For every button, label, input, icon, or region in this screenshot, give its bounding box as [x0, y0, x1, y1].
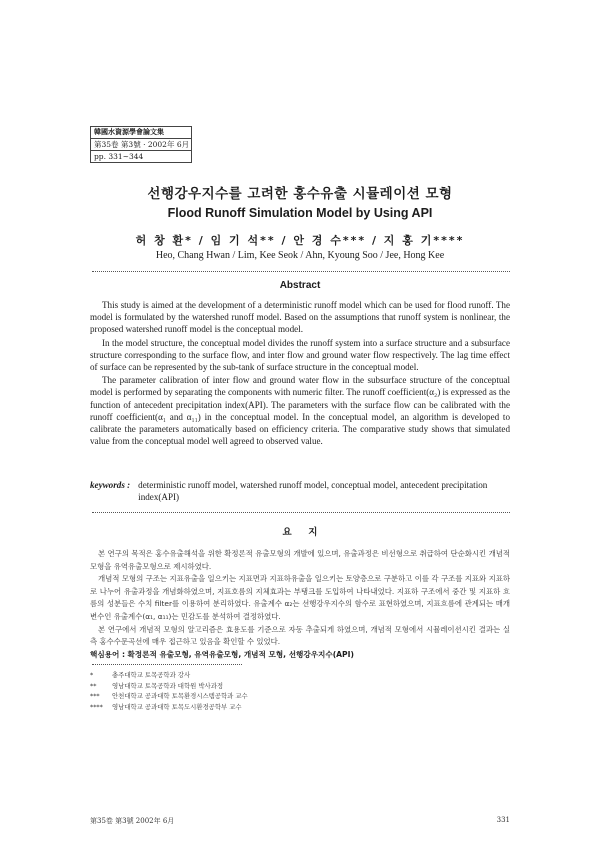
footnote — [90, 702, 390, 713]
summary-paragraph: 본 연구의 목적은 홍수유출해석을 위한 확정론적 유출모형의 개발에 있으며, 유출과정은 비선형으로 취급하여 단순화시킨 개념적 모형을 유역유출모형으로 제시하였다. — [90, 549, 510, 571]
footnote-mark: ** — [90, 681, 97, 690]
authors-korean: 허 창 환* / 임 기 석** / 안 경 수*** / 지 홍 기**** — [135, 234, 465, 247]
summary-heading: 요 지 — [282, 527, 318, 538]
page-number: 331 — [496, 816, 510, 824]
divider-middle — [92, 512, 510, 513]
keywords-korean-label: 핵심용어 : — [90, 650, 126, 659]
summary-paragraph: 본 연구에서 개념적 모형의 알고리즘은 효용도를 기준으로 자동 추출되게 하였으며, 개념적 모형에서 시뮬레이션시킨 결과는 실측 홍수수문곡선에 매우 접근하고 있음을 확인할 수 있었다. — [90, 624, 510, 647]
footnote-text: 영남대학교 토목공학과 대학원 박사과정 — [112, 681, 224, 690]
abstract-paragraph: The parameter calibration of inter flow and ground water flow in the subsurface structure of the conceptual model is performed by separating the components with numeric filter. The runoff coefficient(α₂) is expressed as the function of antecedent precipitation index(API). The parameters with the surface flow can be calibrated with the runoff coefficient(α₁ and α₁₁) in the conceptual model. In the conceptual model, an algorithm is developed to calibrate the parameters automatically based on efficiency criteria. The comparative study shows that simulated value from the conceptual model well agreed to observed value. — [90, 375, 510, 447]
abstract-paragraph: This study is aimed at the development of a deterministic runoff model which can be used for flood runoff. The model is formulated by the watershed runoff model. Based on the assumptions that runoff system is nonlinear, the proposed watershed runoff model is the conceptual model. — [90, 300, 510, 335]
keywords-english — [90, 479, 510, 503]
footnote-mark: *** — [90, 692, 100, 701]
footnotes — [90, 670, 390, 712]
journal-info-box — [90, 126, 192, 163]
title-english: Flood Runoff Simulation Model by Using API — [167, 206, 433, 220]
abstract-heading: Abstract — [279, 280, 321, 291]
footnote-mark: * — [90, 671, 94, 679]
keywords-korean-text: 확정론적 유출모형, 유역유출모형, 개념적 모형, 선행강우지수(API) — [127, 650, 354, 659]
footnote-text: 안천대학교 공과대학 토목환경시스템공학과 교수 — [112, 692, 248, 701]
page-footer — [90, 816, 510, 826]
footnote-divider — [92, 664, 242, 665]
abstract-paragraph: In the model structure, the conceptual model divides the runoff system into a surface structure and a subsurface structure corresponding to the surface flow, and inter flow and ground water flow respectively. The lag time effect of surface can be represented by the sub-tank of surface structure in the conceptual model. — [90, 337, 510, 373]
footnote-text: 영남대학교 공과대학 토목도시환경공학부 교수 — [112, 702, 242, 711]
journal-name: 韓國水資源學會論文集 — [91, 127, 191, 139]
title-korean: 선행강우지수를 고려한 홍수유출 시뮬레이션 모형 — [147, 186, 453, 202]
keywords-text: deterministic runoff model, watershed runoff model, conceptual model, antecedent precipitation index(API) — [138, 480, 488, 502]
divider-top — [92, 271, 510, 272]
summary-body — [90, 548, 510, 649]
footer-journal-issue: 第35卷 第3號 2002年 6月 — [90, 817, 175, 825]
keywords-korean — [90, 649, 510, 660]
authors-english: Heo, Chang Hwan / Lim, Kee Seok / Ahn, Kyoung Soo / Jee, Hong Kee — [155, 250, 445, 261]
footnote — [90, 691, 390, 702]
keywords-label: keywords : — [90, 480, 131, 490]
abstract-body — [90, 299, 510, 448]
journal-pages: pp. 331~344 — [94, 152, 144, 161]
journal-volume: 第35卷 第3號 · 2002年 6月 — [91, 139, 191, 151]
summary-paragraph: 개념적 모형의 구조는 지표유출을 일으키는 지표면과 지표하유출을 일으키는 토양층으로 구분하고 이를 각 구조를 지표와 지표하로 나누어 유출과정을 개념화하였으며, 지표호름의 지체효과는 부탱크를 도입하여 나타내었다. 지표하 구조에서 중간 및 지표하 흐름의 성분들은 수치 filter를 이용하여 분리하였다. 유출계수 α₂는 선행강우지수의 함수로 표현하였으며, 지표흐름에 관계되는 매개변수인 유출계수(α₁, α₁₁)는 민감도를 분석하여 결정하였다. — [90, 574, 510, 621]
footnote-mark: **** — [90, 702, 103, 711]
footnote — [90, 681, 390, 692]
footnote — [90, 670, 390, 681]
footnote-text: 충주대학교 토목공학과 강사 — [112, 671, 191, 679]
